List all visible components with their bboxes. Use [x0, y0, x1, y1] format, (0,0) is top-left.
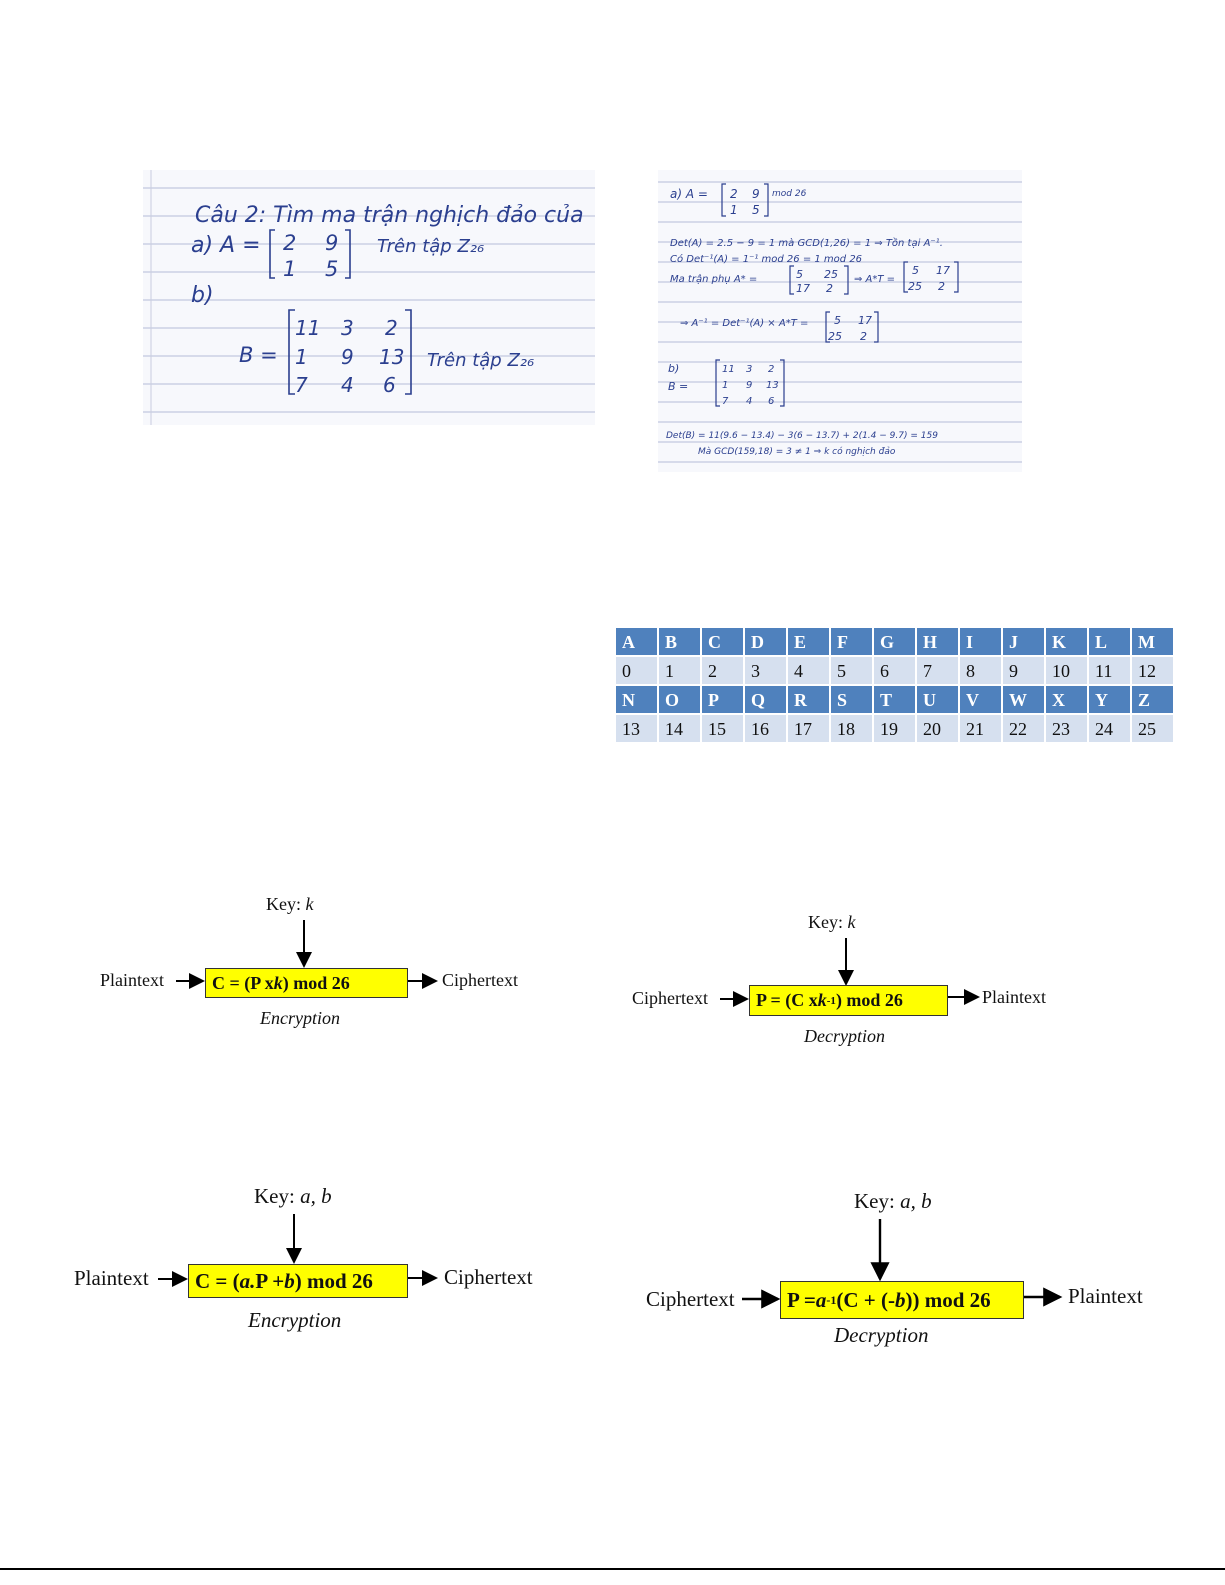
notebook-right-a21: 1 — [730, 203, 738, 217]
number-cell: 17 — [788, 715, 829, 742]
formula-text: P = — [787, 1287, 816, 1312]
notebook-left-b12: 3 — [341, 316, 354, 340]
alphabet-table-row — [616, 715, 1173, 742]
notebook-right-adjt12: 17 — [936, 264, 950, 277]
notebook-right-inv22: 2 — [860, 330, 867, 343]
letter-cell: Q — [745, 686, 786, 713]
notebook-right-adjt11: 5 — [912, 264, 919, 277]
diagram-affine-decryption — [644, 1185, 1184, 1355]
formula-variable-b: b — [895, 1287, 906, 1312]
formula-text-mid: (C + (- — [836, 1287, 896, 1312]
alphabet-table-row — [616, 686, 1173, 713]
key-label-text: Key: — [854, 1189, 901, 1213]
notebook-left-a12: 9 — [325, 231, 339, 255]
notebook-right-inv21: 25 — [828, 330, 842, 343]
letter-cell: C — [702, 628, 743, 655]
number-cell: 24 — [1089, 715, 1130, 742]
notebook-right-line5-label: ⇒ A⁻¹ = Det⁻¹(A) × A*T = — [680, 318, 809, 329]
notebook-right-a22: 5 — [752, 203, 760, 217]
notebook-right-part-b: b) — [668, 362, 680, 375]
letter-cell: D — [745, 628, 786, 655]
formula-variable-b: b — [284, 1268, 295, 1293]
formula-box — [780, 1281, 1024, 1319]
input-label: Plaintext — [74, 1266, 149, 1290]
key-label-text: Key: — [266, 894, 306, 914]
key-variable: a, b — [900, 1189, 932, 1213]
notebook-right-b21: 1 — [722, 380, 729, 391]
notebook-left-b23: 13 — [379, 345, 405, 369]
formula-superscript: -1 — [826, 994, 836, 1007]
formula-text-end: ) mod 26 — [282, 972, 350, 993]
number-cell: 7 — [917, 657, 958, 684]
notebook-right-inv11: 5 — [834, 314, 841, 327]
letter-cell: J — [1003, 628, 1044, 655]
notebook-right-b33: 6 — [768, 396, 775, 407]
number-cell: 12 — [1132, 657, 1173, 684]
notebook-right-adj21: 17 — [796, 282, 810, 295]
caption: Decryption — [834, 1323, 929, 1347]
formula-box — [188, 1264, 408, 1298]
notebook-right-b23: 13 — [766, 380, 779, 391]
number-cell: 25 — [1132, 715, 1173, 742]
notebook-right-svg — [658, 170, 1022, 472]
letter-cell: B — [659, 628, 700, 655]
notebook-left-b31: 7 — [295, 373, 308, 397]
letter-cell: W — [1003, 686, 1044, 713]
number-cell: 5 — [831, 657, 872, 684]
number-cell: 23 — [1046, 715, 1087, 742]
letter-cell: K — [1046, 628, 1087, 655]
letter-cell: R — [788, 686, 829, 713]
number-cell: 2 — [702, 657, 743, 684]
notebook-right-arrow: ⇒ A*T = — [854, 274, 896, 285]
input-label: Ciphertext — [646, 1287, 735, 1311]
notebook-right-a12: 9 — [752, 187, 760, 201]
formula-variable: k — [817, 990, 827, 1010]
output-label: Ciphertext — [444, 1265, 533, 1289]
notebook-photo-right — [658, 170, 1022, 472]
notebook-right-adjt21: 25 — [908, 280, 922, 293]
letter-cell: M — [1132, 628, 1173, 655]
notebook-right-line3: Có Det⁻¹(A) = 1⁻¹ mod 26 = 1 mod 26 — [670, 254, 863, 265]
letter-cell: E — [788, 628, 829, 655]
notebook-left-b13: 2 — [385, 316, 398, 340]
number-cell: 18 — [831, 715, 872, 742]
key-variable: a, b — [300, 1184, 332, 1208]
notebook-left-svg — [143, 170, 595, 425]
notebook-right-line7: Mà GCD(159,18) = 3 ≠ 1 ⇒ k có nghịch đảo — [698, 447, 896, 457]
notebook-right-adj11: 5 — [796, 268, 803, 281]
notebook-right-b13: 2 — [768, 364, 775, 375]
key-variable: k — [847, 912, 856, 932]
notebook-left-b22: 9 — [341, 345, 354, 369]
notebook-right-line1-label: a) A = — [670, 187, 708, 201]
notebook-right-line2: Det(A) = 2.5 − 9 = 1 mà GCD(1,26) = 1 ⇒ Tồn tại A⁻¹. — [670, 238, 943, 249]
notebook-left-a22: 5 — [325, 257, 339, 281]
notebook-right-b11: 11 — [722, 364, 735, 375]
letter-cell: I — [960, 628, 1001, 655]
number-cell: 11 — [1089, 657, 1130, 684]
letter-cell: V — [960, 686, 1001, 713]
notebook-right-b-label: B = — [668, 380, 689, 393]
page-bottom-rule — [0, 1568, 1225, 1570]
letter-cell: G — [874, 628, 915, 655]
key-variable: k — [305, 894, 314, 914]
notebook-right-b31: 7 — [722, 396, 729, 407]
notebook-right-adjt22: 2 — [938, 280, 945, 293]
letter-cell: L — [1089, 628, 1130, 655]
number-cell: 6 — [874, 657, 915, 684]
formula-variable-a: a — [815, 1287, 827, 1312]
key-label-text: Key: — [808, 912, 848, 932]
notebook-photo-left — [143, 170, 595, 425]
input-label: Ciphertext — [632, 988, 708, 1008]
alphabet-table-row — [616, 657, 1173, 684]
notebook-right-a11: 2 — [730, 187, 738, 201]
notebook-left-set-a: Trên tập Z₂₆ — [377, 236, 485, 257]
notebook-left-b11: 11 — [295, 316, 321, 340]
letter-cell: A — [616, 628, 657, 655]
number-cell: 8 — [960, 657, 1001, 684]
notebook-left-b33: 6 — [383, 373, 396, 397]
letter-cell: S — [831, 686, 872, 713]
notebook-right-mod: mod 26 — [772, 189, 807, 199]
formula-text: C = ( — [195, 1268, 240, 1293]
notebook-left-part-b: b) — [191, 283, 214, 308]
letter-cell: H — [917, 628, 958, 655]
letter-cell: T — [874, 686, 915, 713]
output-label: Plaintext — [1068, 1284, 1143, 1308]
formula-variable-a: a. — [239, 1268, 256, 1293]
notebook-left-part-a: a) A = — [191, 233, 261, 258]
letter-cell: O — [659, 686, 700, 713]
number-cell: 20 — [917, 715, 958, 742]
notebook-left-b32: 4 — [341, 373, 354, 397]
diagram-affine-encryption — [72, 1180, 552, 1340]
notebook-right-line6: Det(B) = 11(9.6 − 13.4) − 3(6 − 13.7) + 2(1.4 − 9.7) = 159 — [666, 431, 938, 441]
output-label: Plaintext — [982, 987, 1046, 1007]
notebook-right-b32: 4 — [746, 396, 753, 407]
notebook-right-b22: 9 — [746, 380, 753, 391]
number-cell: 19 — [874, 715, 915, 742]
alphabet-table-row — [616, 628, 1173, 655]
caption: Encryption — [248, 1308, 342, 1332]
notebook-right-line4-label: Ma trận phụ A* = — [670, 274, 758, 285]
number-cell: 16 — [745, 715, 786, 742]
formula-text-mid: P + — [255, 1268, 285, 1293]
formula-text: P = (C x — [756, 990, 818, 1010]
notebook-left-b-label: B = — [239, 343, 278, 367]
formula-text: C = (P x — [212, 972, 274, 993]
letter-cell: X — [1046, 686, 1087, 713]
number-cell: 10 — [1046, 657, 1087, 684]
number-cell: 22 — [1003, 715, 1044, 742]
diagram-multiplicative-decryption — [630, 908, 1070, 1058]
number-cell: 1 — [659, 657, 700, 684]
output-label: Ciphertext — [442, 970, 518, 990]
notebook-left-a11: 2 — [283, 231, 297, 255]
number-cell: 3 — [745, 657, 786, 684]
number-cell: 4 — [788, 657, 829, 684]
notebook-left-title: Câu 2: Tìm ma trận nghịch đảo của — [195, 203, 584, 228]
formula-box — [749, 985, 948, 1016]
input-label: Plaintext — [100, 970, 164, 990]
formula-variable: k — [273, 972, 283, 993]
caption: Encryption — [260, 1008, 340, 1028]
letter-cell: Z — [1132, 686, 1173, 713]
letter-cell: N — [616, 686, 657, 713]
formula-box — [205, 968, 408, 998]
key-label-text: Key: — [254, 1184, 301, 1208]
notebook-left-set-b: Trên tập Z₂₆ — [427, 350, 535, 371]
alphabet-table-body — [616, 628, 1173, 742]
formula-text-end: ) mod 26 — [835, 990, 903, 1010]
formula-text-end: )) mod 26 — [905, 1287, 991, 1312]
diagram-multiplicative-encryption — [96, 890, 536, 1040]
number-cell: 13 — [616, 715, 657, 742]
notebook-left-b21: 1 — [295, 345, 308, 369]
notebook-right-inv12: 17 — [858, 314, 872, 327]
letter-cell: F — [831, 628, 872, 655]
number-cell: 9 — [1003, 657, 1044, 684]
alphabet-number-table — [614, 626, 1175, 744]
letter-cell: P — [702, 686, 743, 713]
letter-cell: U — [917, 686, 958, 713]
number-cell: 21 — [960, 715, 1001, 742]
notebook-right-adj12: 25 — [824, 268, 838, 281]
number-cell: 15 — [702, 715, 743, 742]
formula-superscript: -1 — [826, 1292, 837, 1307]
notebook-right-b12: 3 — [746, 364, 753, 375]
notebook-right-adj22: 2 — [826, 282, 833, 295]
letter-cell: Y — [1089, 686, 1130, 713]
number-cell: 14 — [659, 715, 700, 742]
notebook-left-a21: 1 — [283, 257, 297, 281]
formula-text-end: ) mod 26 — [294, 1268, 373, 1293]
caption: Decryption — [804, 1026, 885, 1046]
number-cell: 0 — [616, 657, 657, 684]
